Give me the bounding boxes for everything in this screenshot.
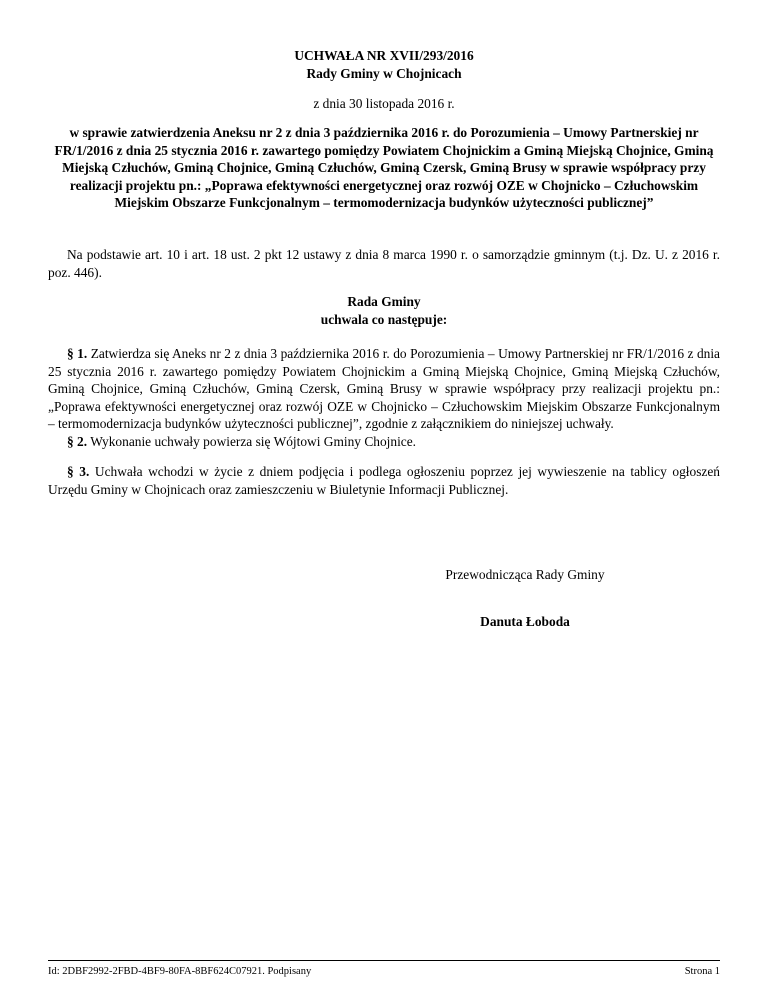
paragraph-number: § 2.	[67, 434, 88, 449]
page-number: Strona 1	[684, 966, 720, 977]
paragraph-text: Wykonanie uchwały powierza się Wójtowi Gminy Chojnice.	[90, 434, 417, 449]
footer-divider	[48, 960, 720, 961]
resolution-title	[0, 47, 768, 83]
council-name: Rady Gminy w Chojnicach	[306, 66, 462, 81]
resolution-subject: w sprawie zatwierdzenia Aneksu nr 2 z dnia 3 października 2016 r. do Porozumienia – Umowy Partnerskiej nr FR/1/2016 z dnia 25 stycznia 2016 r. zawartego pomiędzy Powiatem Chojnickim a Gminą Miejską Chojnice, Gminą Miejską Człuchów, Gminą Chojnice, Gminą Człuchów, Gminą Czersk, Gminą Brusy w sprawie współpracy przy realizacji projektu pn.: „Poprawa efektywności energetycznej oraz rozwój OZE w Chojnicko – Człuchowskim Miejskim Obszarze Funkcjonalnym – termomodernizacja budynków użyteczności publicznej”	[54, 125, 714, 210]
resolution-intro	[0, 293, 768, 328]
paragraph-1	[48, 345, 720, 433]
resolution-intro-council: Rada Gminy	[347, 294, 421, 309]
signatory-role: Przewodnicząca Rady Gminy	[445, 567, 605, 582]
document-id: Id: 2DBF2992-2FBD-4BF9-80FA-8BF624C07921. Podpisany	[48, 966, 312, 977]
paragraph-number: § 3.	[67, 464, 90, 479]
resolution-date: z dnia 30 listopada 2016 r.	[313, 96, 455, 111]
paragraph-text: Zatwierdza się Aneks nr 2 z dnia 3 października 2016 r. do Porozumienia – Umowy Partnerskiej nr FR/1/2016 z dnia 25 stycznia 2016 r. zawartego pomiędzy Powiatem Chojnickim a Gminą Miejską Chojnice, Gminą Miejską Człuchów, Gminą Chojnice, Gminą Człuchów, Gminą Czersk, Gminą Brusy w sprawie współpracy przy realizacji projektu pn.: „Poprawa efektywności energetycznej oraz rozwój OZE w Chojnicko – Człuchowskim Miejskim Obszarze Funkcjonalnym – termomodernizacja budynków użyteczności publicznej”, zgodnie z załącznikiem do niniejszej uchwały.	[48, 346, 721, 431]
paragraph-text: Uchwała wchodzi w życie z dniem podjęcia i podlega ogłoszeniu poprzez jej wywieszenie na tablicy ogłoszeń Urzędu Gminy w Chojnicach oraz zamieszczeniu w Biuletynie Informacji Publicznej.	[48, 464, 720, 497]
paragraph-2	[48, 433, 720, 451]
paragraph-number: § 1.	[67, 346, 88, 361]
signatory-name: Danuta Łoboda	[480, 614, 570, 629]
legal-basis: Na podstawie art. 10 i art. 18 ust. 2 pkt 12 ustawy z dnia 8 marca 1990 r. o samorządzie gminnym (t.j. Dz. U. z 2016 r. poz. 446).	[48, 247, 720, 280]
resolution-intro-decides: uchwala co następuje:	[320, 311, 448, 327]
paragraph-3	[48, 463, 720, 498]
resolution-number: UCHWAŁA NR XVII/293/2016	[294, 48, 474, 63]
